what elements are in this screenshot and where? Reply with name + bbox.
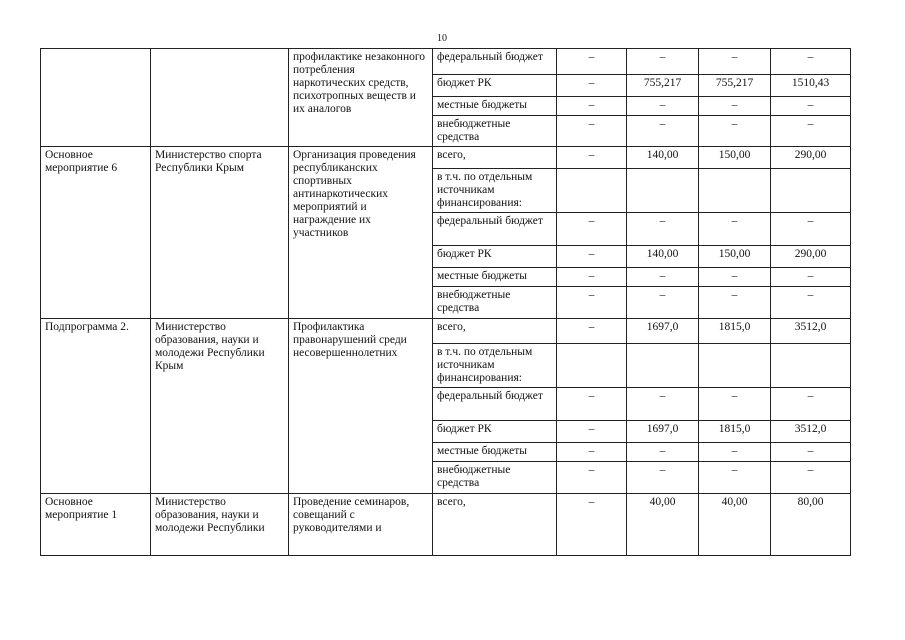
amount-cell-4: 1510,43 (771, 75, 851, 97)
amount-cell-3: 1815,0 (699, 319, 771, 344)
activity-name-cell: Подпрограмма 2. (41, 319, 151, 494)
amount-cell-4: – (771, 268, 851, 287)
amount-cell-1 (557, 344, 627, 388)
amount-cell-1: – (557, 319, 627, 344)
funding-source-cell: внебюджетные средства (433, 116, 557, 147)
funding-source-cell: бюджет РК (433, 75, 557, 97)
amount-cell-3: – (699, 116, 771, 147)
funding-source-cell: местные бюджеты (433, 97, 557, 116)
amount-cell-1: – (557, 462, 627, 494)
amount-cell-2: – (627, 116, 699, 147)
amount-cell-4: 3512,0 (771, 319, 851, 344)
amount-cell-3: 150,00 (699, 246, 771, 268)
amount-cell-1: – (557, 97, 627, 116)
amount-cell-4: – (771, 388, 851, 421)
table-body (41, 49, 851, 556)
amount-cell-1: – (557, 421, 627, 443)
funding-source-cell: всего, (433, 147, 557, 169)
funding-source-cell: местные бюджеты (433, 268, 557, 287)
amount-cell-1: – (557, 388, 627, 421)
amount-cell-3: 755,217 (699, 75, 771, 97)
amount-cell-3: – (699, 462, 771, 494)
amount-cell-2: – (627, 49, 699, 75)
amount-cell-3: 40,00 (699, 494, 771, 556)
responsible-executor-cell: Министерство спорта Республики Крым (151, 147, 289, 319)
amount-cell-2: 1697,0 (627, 421, 699, 443)
amount-cell-1: – (557, 213, 627, 246)
amount-cell-2: 1697,0 (627, 319, 699, 344)
amount-cell-3: – (699, 213, 771, 246)
amount-cell-4: 290,00 (771, 246, 851, 268)
responsible-executor-cell: Министерство образования, науки и молодежи Республики (151, 494, 289, 556)
funding-source-cell: федеральный бюджет (433, 213, 557, 246)
amount-cell-1: – (557, 246, 627, 268)
table-row (41, 147, 851, 169)
funding-source-cell: федеральный бюджет (433, 388, 557, 421)
responsible-executor-cell: Министерство образования, науки и молодежи Республики Крым (151, 319, 289, 494)
funding-source-cell: всего, (433, 319, 557, 344)
amount-cell-3: – (699, 49, 771, 75)
amount-cell-3: – (699, 268, 771, 287)
amount-cell-2: – (627, 287, 699, 319)
amount-cell-1: – (557, 443, 627, 462)
amount-cell-4 (771, 344, 851, 388)
amount-cell-2: – (627, 388, 699, 421)
amount-cell-4: 3512,0 (771, 421, 851, 443)
amount-cell-4: 290,00 (771, 147, 851, 169)
amount-cell-4: – (771, 462, 851, 494)
page-number: 10 (437, 33, 447, 44)
amount-cell-2: 40,00 (627, 494, 699, 556)
funding-source-cell: федеральный бюджет (433, 49, 557, 75)
amount-cell-3: 150,00 (699, 147, 771, 169)
amount-cell-3: – (699, 388, 771, 421)
funding-source-cell: внебюджетные средства (433, 462, 557, 494)
amount-cell-4: – (771, 97, 851, 116)
amount-cell-4: – (771, 443, 851, 462)
amount-cell-4: – (771, 213, 851, 246)
table-row (41, 494, 851, 556)
funding-source-cell: в т.ч. по отдельным источникам финансирования: (433, 344, 557, 388)
amount-cell-3: 1815,0 (699, 421, 771, 443)
amount-cell-2: – (627, 213, 699, 246)
amount-cell-4 (771, 169, 851, 213)
funding-source-cell: бюджет РК (433, 246, 557, 268)
amount-cell-2: – (627, 462, 699, 494)
table-row (41, 49, 851, 75)
amount-cell-4: – (771, 287, 851, 319)
funding-source-cell: бюджет РК (433, 421, 557, 443)
amount-cell-3 (699, 344, 771, 388)
activity-description-cell: Профилактика правонарушений среди несовершеннолетних (289, 319, 433, 494)
amount-cell-4: 80,00 (771, 494, 851, 556)
amount-cell-1: – (557, 49, 627, 75)
amount-cell-2: 140,00 (627, 147, 699, 169)
amount-cell-2: – (627, 97, 699, 116)
amount-cell-3 (699, 169, 771, 213)
funding-source-cell: местные бюджеты (433, 443, 557, 462)
amount-cell-3: – (699, 287, 771, 319)
amount-cell-2: – (627, 268, 699, 287)
activity-description-cell: Проведение семинаров, совещаний с руководителями и (289, 494, 433, 556)
amount-cell-2 (627, 344, 699, 388)
amount-cell-3: – (699, 443, 771, 462)
funding-source-cell: всего, (433, 494, 557, 556)
activity-description-cell: Организация проведения республиканских спортивных антинаркотических мероприятий и награждение их участников (289, 147, 433, 319)
funding-table (40, 48, 851, 556)
amount-cell-2: – (627, 443, 699, 462)
table-row (41, 319, 851, 344)
activity-name-cell (41, 49, 151, 147)
amount-cell-4: – (771, 49, 851, 75)
amount-cell-1: – (557, 287, 627, 319)
activity-description-cell: профилактике незаконного потребления наркотических средств, психотропных веществ и их аналогов (289, 49, 433, 147)
activity-name-cell: Основное мероприятие 1 (41, 494, 151, 556)
amount-cell-4: – (771, 116, 851, 147)
funding-source-cell: внебюджетные средства (433, 287, 557, 319)
amount-cell-1 (557, 169, 627, 213)
amount-cell-1: – (557, 147, 627, 169)
amount-cell-2 (627, 169, 699, 213)
responsible-executor-cell (151, 49, 289, 147)
amount-cell-1: – (557, 268, 627, 287)
amount-cell-2: 755,217 (627, 75, 699, 97)
amount-cell-3: – (699, 97, 771, 116)
funding-source-cell: в т.ч. по отдельным источникам финансирования: (433, 169, 557, 213)
amount-cell-1: – (557, 116, 627, 147)
amount-cell-1: – (557, 75, 627, 97)
amount-cell-2: 140,00 (627, 246, 699, 268)
amount-cell-1: – (557, 494, 627, 556)
activity-name-cell: Основное мероприятие 6 (41, 147, 151, 319)
